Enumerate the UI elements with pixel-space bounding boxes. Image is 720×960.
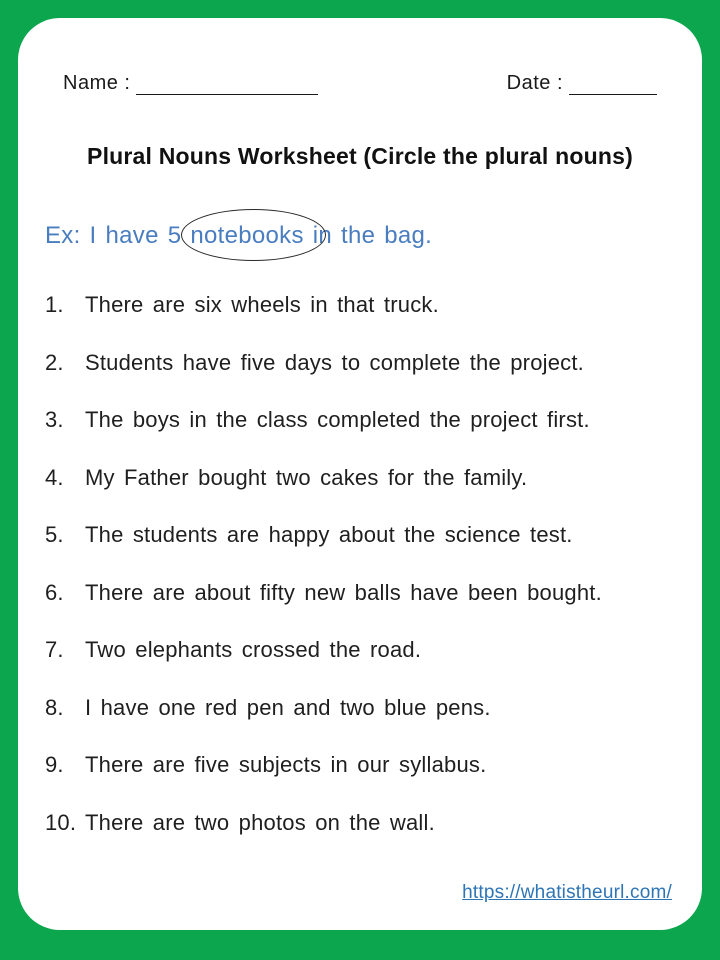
sentence-text: There are about fifty new balls have been bought. bbox=[85, 579, 602, 605]
sentence-text: I have one red pen and two blue pens. bbox=[85, 694, 491, 720]
sentence-row-3 bbox=[45, 405, 675, 435]
sentence-number: 1. bbox=[45, 292, 64, 317]
sentence-row-4 bbox=[45, 463, 675, 493]
sentence-number: 7. bbox=[45, 637, 64, 662]
sentence-row-10 bbox=[45, 808, 675, 838]
sentence-row-8 bbox=[45, 693, 675, 723]
sentence-text: There are six wheels in that truck. bbox=[85, 292, 439, 317]
sentence-text: My Father bought two cakes for the family. bbox=[85, 464, 528, 490]
example-suffix: in the bag. bbox=[303, 222, 433, 249]
date-label: Date : bbox=[506, 72, 563, 94]
website-link[interactable]: https://whatistheurl.com/ bbox=[462, 882, 672, 903]
circled-word-text: notebooks bbox=[190, 222, 304, 249]
sentence-number: 2. bbox=[45, 349, 64, 375]
date-fill-line bbox=[569, 73, 657, 95]
header-row bbox=[45, 72, 675, 95]
sentence-number: 10. bbox=[45, 809, 77, 835]
name-field bbox=[63, 72, 318, 95]
sentence-text: The students are happy about the science test. bbox=[85, 522, 573, 547]
date-field bbox=[507, 72, 657, 95]
footer bbox=[462, 882, 672, 904]
example-prefix: Ex: I have 5 bbox=[45, 222, 191, 249]
name-fill-line bbox=[136, 73, 318, 95]
sentence-text: There are two photos on the wall. bbox=[85, 809, 435, 835]
sentence-text: The boys in the class completed the project first. bbox=[85, 407, 590, 432]
sentence-number: 5. bbox=[45, 522, 64, 547]
sentence-row-1 bbox=[45, 290, 675, 320]
worksheet-sheet bbox=[18, 18, 702, 930]
sentence-text: Two elephants crossed the road. bbox=[85, 637, 422, 662]
name-label: Name : bbox=[63, 72, 131, 94]
sentence-row-6 bbox=[45, 578, 675, 608]
sentence-number: 3. bbox=[45, 407, 64, 432]
worksheet-title: Plural Nouns Worksheet (Circle the plural nouns) bbox=[87, 143, 633, 169]
sentence-text: There are five subjects in our syllabus. bbox=[85, 752, 487, 777]
sentence-row-2 bbox=[45, 348, 675, 378]
example-sentence bbox=[45, 222, 675, 250]
sentence-row-7 bbox=[45, 635, 675, 665]
circled-word bbox=[190, 222, 303, 250]
sentence-row-9 bbox=[45, 750, 675, 780]
sentence-number: 6. bbox=[45, 579, 64, 605]
sentence-row-5 bbox=[45, 520, 675, 550]
sentence-text: Students have five days to complete the project. bbox=[85, 349, 584, 375]
sentence-number: 9. bbox=[45, 752, 64, 777]
sentence-list bbox=[45, 290, 675, 838]
sentence-number: 8. bbox=[45, 694, 64, 720]
sentence-number: 4. bbox=[45, 464, 64, 490]
